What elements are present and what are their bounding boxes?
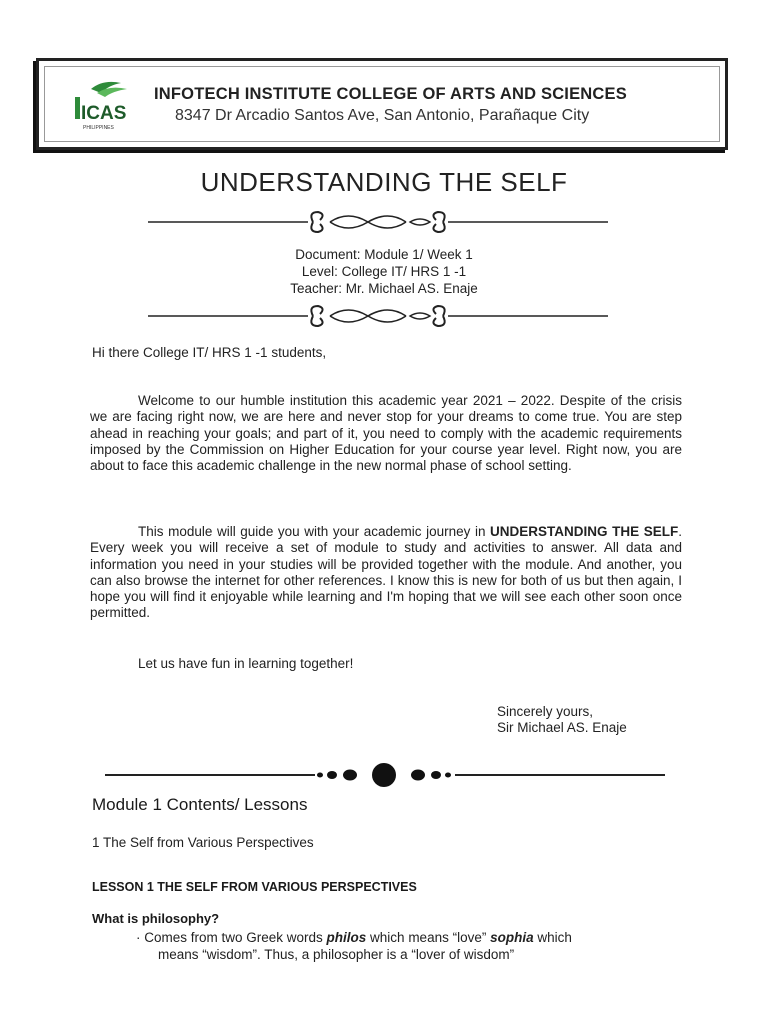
paragraph-2-post: . Every week you will receive a set of module to study and activities to answer. All data and information you need in your studies will be provided together with the module. And another, you can also browse the internet for other references. I know this is new for both of us but then again, I hope you will find it enjoyable while learning and I'm hoping that we will see each other soon once permitted. [90,524,682,621]
letter-closing: Sincerely yours, [497,704,594,719]
document-title: UNDERSTANDING THE SELF [200,167,568,197]
letter-signature: Sir Michael AS. Enaje [497,720,627,735]
module-contents-heading: Module 1 Contents/ Lessons [92,795,308,814]
logo-text: ICAS [81,103,127,124]
bullet-text-mid1: which means “love” [366,930,491,945]
lesson-question: What is philosophy? [92,911,220,926]
meta-level: Level: College IT/ HRS 1 -1 [301,264,467,279]
paragraph-2-bold: UNDERSTANDING THE SELF [490,524,679,539]
bullet-text-pre: · Comes from two Greek words [136,930,327,945]
paragraph-1-text: Welcome to our humble institution this academic year 2021 – 2022. Despite of the crisis we are facing right now, we are here and never stop for your dreams to come true. You are step ahead in reaching your goals; and part of it, you need to comply with the academic requirements imposed by the Commission on Higher Education for your course year level. Right now, you are about to face this academic challenge in the new normal phase of school setting. [90,393,682,474]
letter-greeting: Hi there College IT/ HRS 1 -1 students, [92,345,327,360]
letter-paragraph-1 [90,393,682,474]
bullet-line-1 [136,929,696,946]
logo-subtext: PHILIPPINES [83,125,114,131]
flourish-divider-top [148,208,608,238]
paragraph-2-pre: This module will guide you with your academic journey in [138,524,491,539]
lesson-1-title: LESSON 1 THE SELF FROM VARIOUS PERSPECTIVES [92,880,417,894]
icas-logo [73,79,131,133]
bullet-line-2: means “wisdom”. Thus, a philosopher is a “lover of wisdom” [158,947,515,962]
header-inner-border [44,66,720,142]
contents-item-1: 1 The Self from Various Perspectives [92,835,314,850]
section-divider [100,762,670,788]
letter-paragraph-2 [90,524,682,622]
letter-paragraph-3: Let us have fun in learning together! [138,656,354,671]
term-philos: philos [326,930,367,945]
institution-address: 8347 Dr Arcadio Santos Ave, San Antonio, Parañaque City [175,107,590,124]
meta-document: Document: Module 1/ Week 1 [295,247,473,262]
institution-name: INFOTECH INSTITUTE COLLEGE OF ARTS AND SCIENCES [154,85,627,103]
institution-header [36,58,728,150]
meta-teacher: Teacher: Mr. Michael AS. Enaje [290,281,478,296]
bullet-text-mid2: which [533,930,572,945]
term-sophia: sophia [490,930,534,945]
lesson-bullet [136,929,696,963]
flourish-divider-bottom [148,302,608,332]
